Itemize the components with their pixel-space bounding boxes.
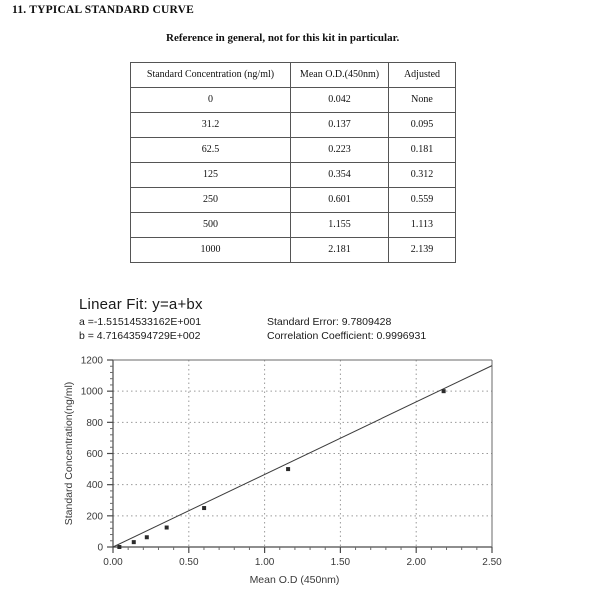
- chart-svg: [0, 348, 600, 598]
- y-axis-title: Standard Concentration(ng/ml): [63, 381, 75, 526]
- cell-concentration: 500: [131, 213, 291, 238]
- cell-adjusted: 0.559: [389, 188, 456, 213]
- cell-concentration: 0: [131, 88, 291, 113]
- fit-standard-error: Standard Error: 9.7809428: [267, 316, 392, 328]
- page-title: 11. TYPICAL STANDARD CURVE: [12, 4, 195, 16]
- cell-mean-od: 2.181: [291, 238, 389, 263]
- y-tick-label: 400: [86, 480, 103, 492]
- cell-adjusted: None: [389, 88, 456, 113]
- cell-adjusted: 2.139: [389, 238, 456, 263]
- x-tick-label: 0.00: [103, 557, 123, 568]
- cell-mean-od: 0.354: [291, 163, 389, 188]
- data-point: [132, 540, 136, 544]
- data-point: [145, 535, 149, 539]
- cell-adjusted: 0.181: [389, 138, 456, 163]
- fit-correlation-coefficient: Correlation Coefficient: 0.9996931: [267, 330, 427, 342]
- reference-note: Reference in general, not for this kit in particular.: [166, 32, 400, 44]
- table-row: [131, 113, 456, 138]
- standard-curve-table: [130, 62, 456, 263]
- table-header-row: [131, 63, 456, 88]
- linear-fit-heading: Linear Fit: y=a+bx: [79, 296, 203, 313]
- cell-mean-od: 0.223: [291, 138, 389, 163]
- cell-concentration: 31.2: [131, 113, 291, 138]
- x-tick-label: 2.50: [482, 557, 502, 568]
- x-tick-label: 0.50: [179, 557, 199, 568]
- fit-coefficient-a: a =-1.51514533162E+001: [79, 316, 202, 328]
- data-point: [117, 545, 121, 549]
- cell-concentration: 250: [131, 188, 291, 213]
- chart-root: [63, 356, 502, 587]
- x-tick-label: 2.00: [406, 557, 426, 568]
- table-row: [131, 163, 456, 188]
- y-tick-label: 600: [86, 449, 103, 460]
- table-row: [131, 138, 456, 163]
- column-header-mean-od: Mean O.D.(450nm): [291, 63, 389, 88]
- data-point: [165, 526, 169, 530]
- cell-adjusted: 1.113: [389, 213, 456, 238]
- column-header-standard-concentration: Standard Concentration (ng/ml): [131, 63, 291, 88]
- y-tick-label: 800: [86, 417, 103, 429]
- cell-mean-od: 0.137: [291, 113, 389, 138]
- cell-concentration: 62.5: [131, 138, 291, 163]
- y-tick-label: 200: [86, 511, 103, 523]
- cell-adjusted: 0.312: [389, 163, 456, 188]
- x-axis-title: Mean O.D (450nm): [249, 574, 340, 586]
- x-tick-label: 1.50: [330, 557, 351, 568]
- fit-line: [113, 366, 492, 547]
- standard-curve-chart: [0, 348, 600, 598]
- column-header-adjusted: Adjusted: [389, 63, 456, 88]
- table-row: [131, 88, 456, 113]
- cell-mean-od: 1.155: [291, 213, 389, 238]
- data-point: [286, 467, 290, 471]
- data-point: [202, 506, 206, 510]
- table-row: [131, 188, 456, 213]
- cell-concentration: 1000: [131, 238, 291, 263]
- table-row: [131, 238, 456, 263]
- linear-fit-summary: [79, 296, 426, 343]
- cell-mean-od: 0.042: [291, 88, 389, 113]
- cell-concentration: 125: [131, 163, 291, 188]
- y-tick-label: 1200: [80, 355, 103, 367]
- y-tick-label: 1000: [80, 386, 103, 398]
- x-tick-label: 1.00: [254, 557, 275, 568]
- cell-mean-od: 0.601: [291, 188, 389, 213]
- fit-coefficient-b: b = 4.71643594729E+002: [79, 330, 201, 342]
- table-row: [131, 213, 456, 238]
- cell-adjusted: 0.095: [389, 113, 456, 138]
- y-tick-label: 0: [97, 542, 103, 554]
- data-point: [442, 389, 446, 393]
